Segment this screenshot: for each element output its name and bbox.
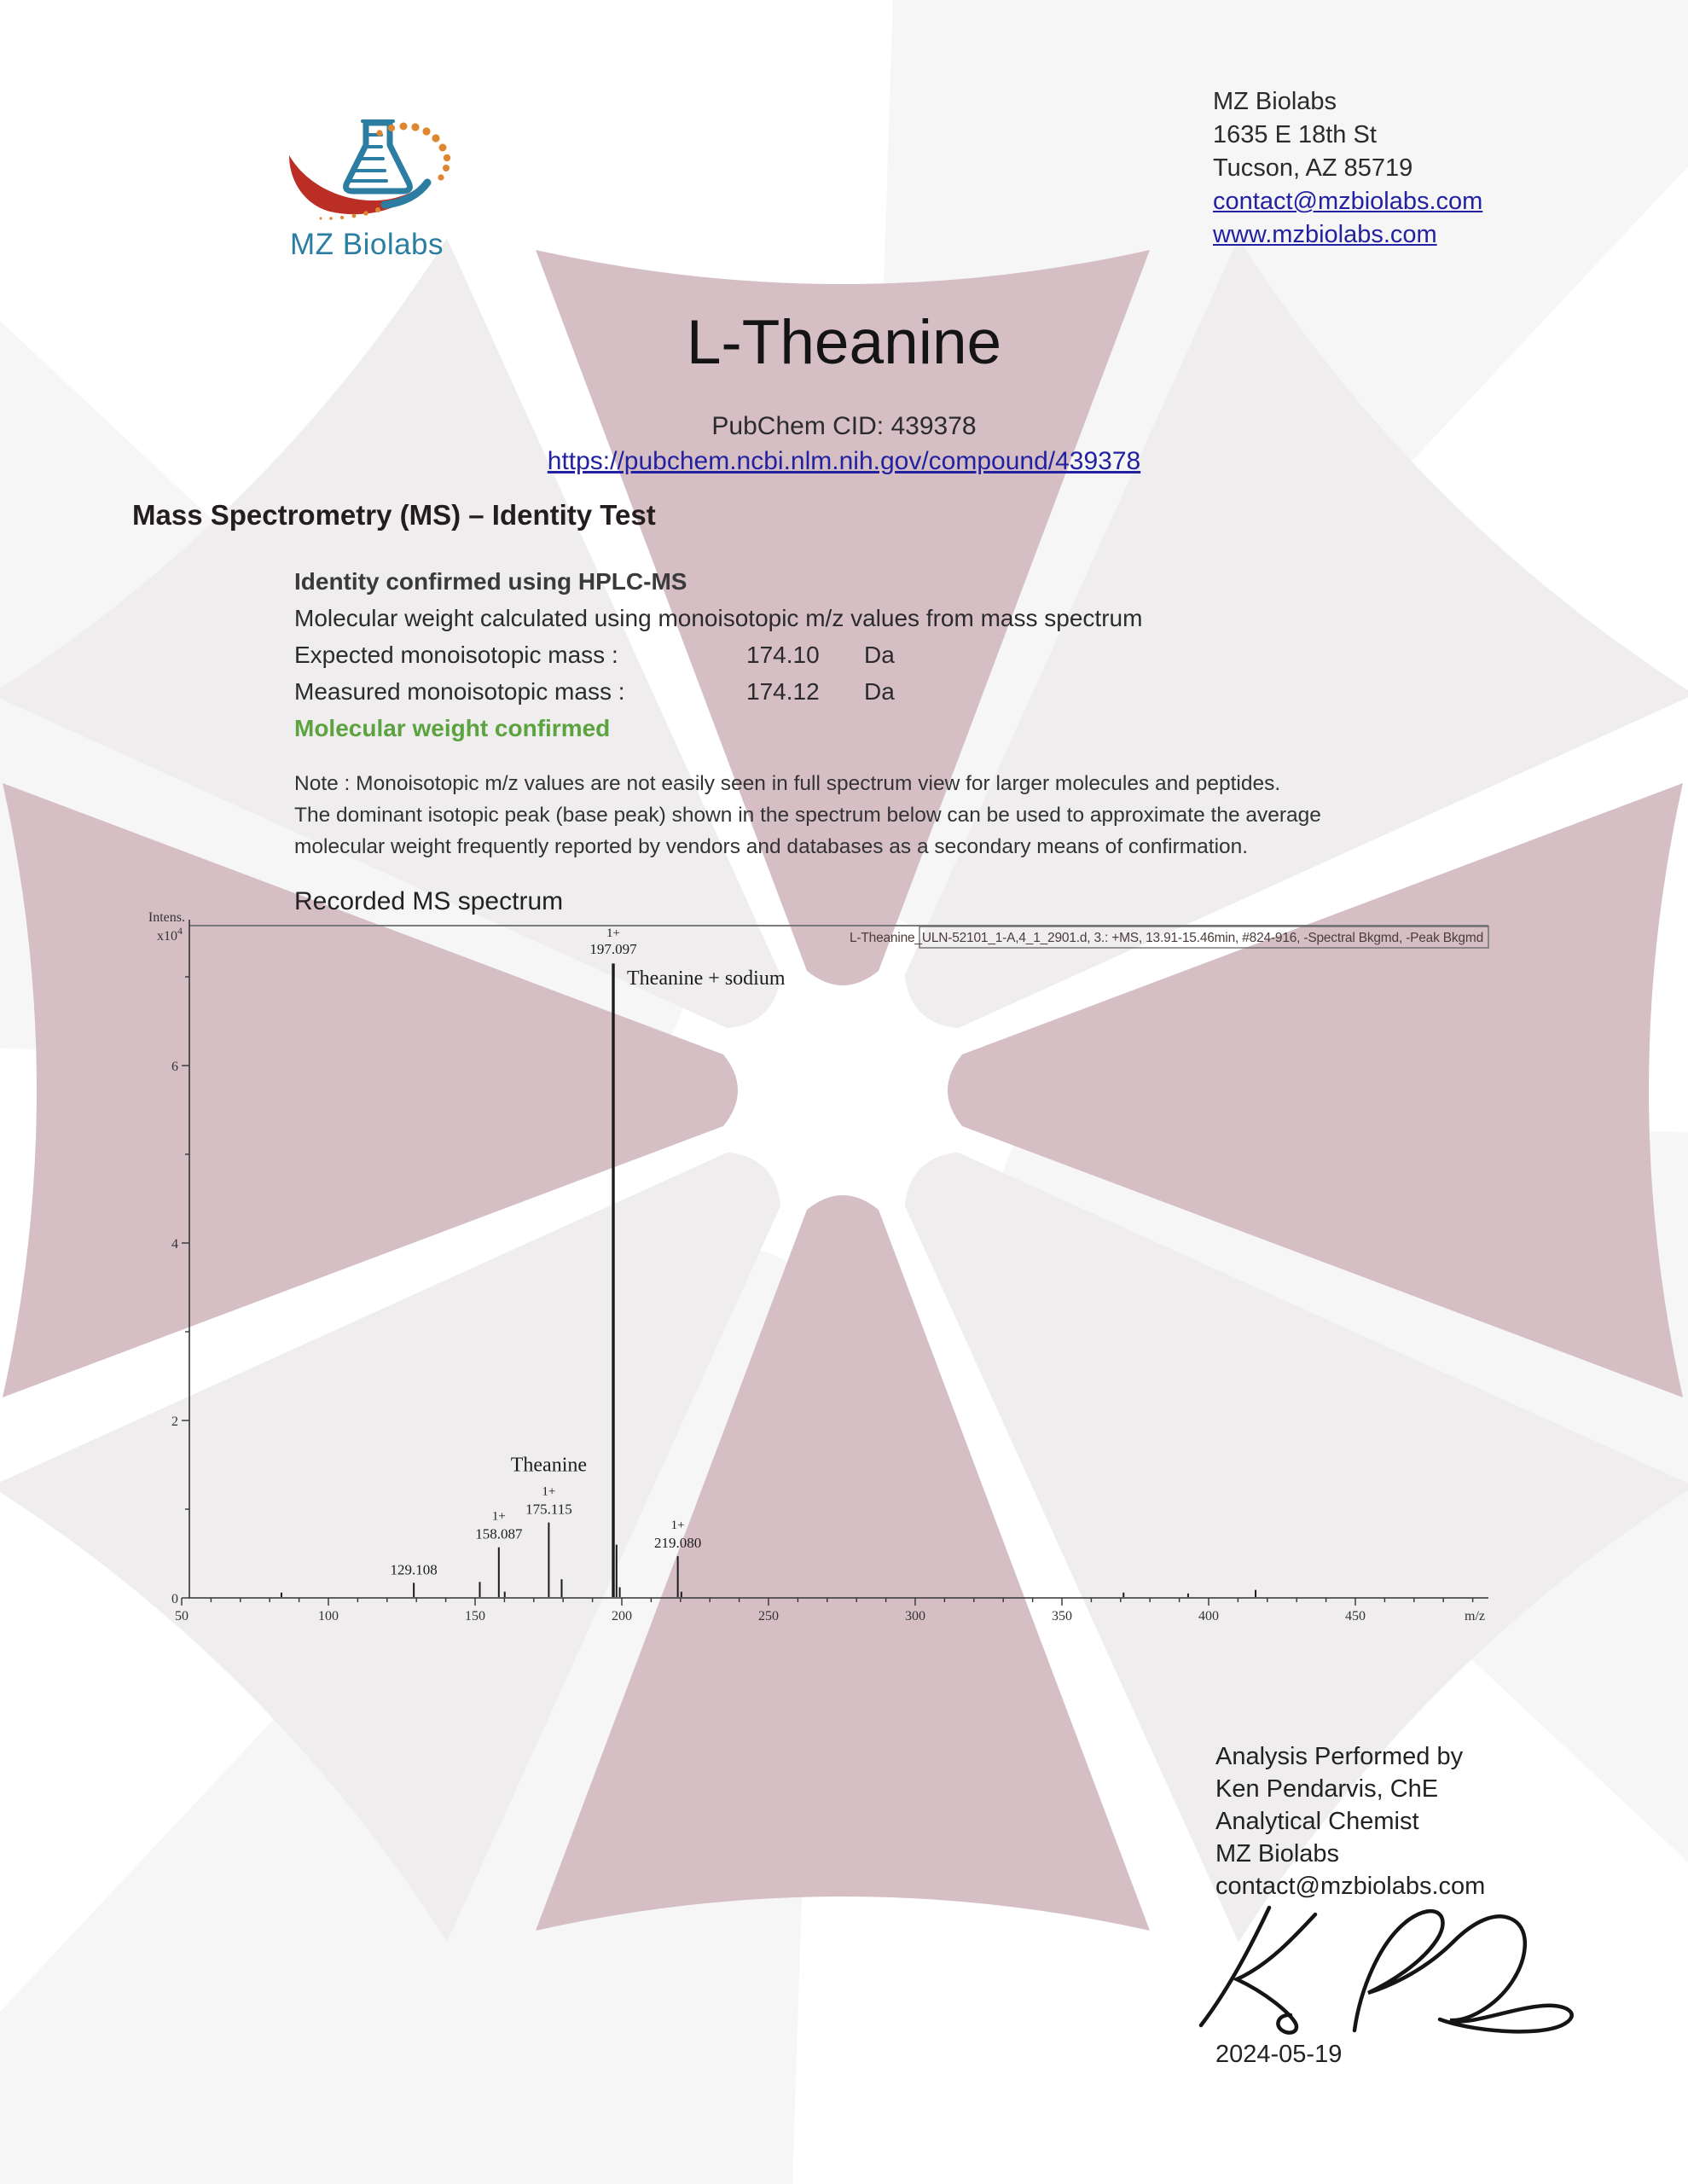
svg-text:400: 400	[1198, 1609, 1219, 1623]
section-heading: Mass Spectrometry (MS) – Identity Test	[132, 499, 656, 531]
svg-text:200: 200	[612, 1609, 632, 1623]
expected-mass-unit: Da	[864, 642, 895, 668]
logo-wordmark: MZ Biolabs	[289, 228, 444, 261]
svg-text:Theanine + sodium: Theanine + sodium	[627, 967, 786, 990]
svg-text:1+: 1+	[542, 1484, 556, 1499]
svg-text:Theanine: Theanine	[510, 1454, 588, 1477]
svg-text:2: 2	[171, 1414, 178, 1429]
svg-text:100: 100	[318, 1609, 339, 1623]
svg-text:450: 450	[1345, 1609, 1366, 1623]
letterhead-website-link[interactable]: www.mzbiolabs.com	[1213, 221, 1437, 248]
ms-spectrum-chart	[119, 896, 1544, 1629]
svg-text:L-Theanine_ULN-52101_1-A,4_1_2: L-Theanine_ULN-52101_1-A,4_1_2901.d, 3.: +MS, 13.91-15.46min, #824-916, -Spectral Bkgmd, -Peak Bkgmd	[850, 931, 1483, 945]
analyst-block	[1215, 1740, 1485, 1902]
analyst-name: Ken Pendarvis, ChE	[1215, 1775, 1439, 1803]
letterhead-company: MZ Biolabs	[1213, 88, 1337, 115]
svg-text:250: 250	[758, 1609, 779, 1623]
signature-image	[1187, 1892, 1597, 2037]
page-title: L-Theanine	[686, 308, 1002, 377]
expected-mass-label: Expected monoisotopic mass :	[294, 642, 618, 668]
svg-text:1+: 1+	[491, 1509, 506, 1524]
measured-mass-label: Measured monoisotopic mass :	[294, 678, 625, 705]
svg-text:m/z: m/z	[1465, 1609, 1485, 1623]
method-confirmed-line: Identity confirmed using HPLC-MS	[294, 568, 687, 595]
note-line-2: The dominant isotopic peak (base peak) shown in the spectrum below can be used to approximate the average	[294, 804, 1321, 827]
svg-text:1+: 1+	[606, 926, 620, 940]
svg-text:175.115: 175.115	[525, 1501, 572, 1518]
note-line-1: Note : Monoisotopic m/z values are not easily seen in full spectrum view for larger molecules and peptides.	[294, 772, 1281, 795]
spectrum-caption: Recorded MS spectrum	[294, 887, 564, 915]
svg-text:1+: 1+	[670, 1519, 685, 1533]
svg-text:4: 4	[171, 1237, 178, 1252]
pubchem-url	[0, 447, 1688, 476]
analyst-title: Analytical Chemist	[1215, 1808, 1419, 1835]
pubchem-cid: PubChem CID: 439378	[711, 412, 977, 440]
analyst-email: contact@mzbiolabs.com	[1215, 1873, 1486, 1900]
report-date: 2024-05-19	[1215, 2041, 1343, 2068]
svg-text:197.097: 197.097	[589, 941, 637, 957]
svg-text:Intens.: Intens.	[148, 910, 185, 925]
expected-mass-value: 174.10	[746, 642, 820, 668]
analyst-company: MZ Biolabs	[1215, 1840, 1340, 1867]
pubchem-link[interactable]: https://pubchem.ncbi.nlm.nih.gov/compound/439378	[547, 447, 1141, 475]
expected-mass-row	[294, 636, 1142, 673]
flask-orbit-icon	[277, 84, 456, 220]
note-line-3: molecular weight frequently reported by vendors and databases as a secondary means of confirmation.	[294, 835, 1249, 858]
method-detail-line: Molecular weight calculated using monoisotopic m/z values from mass spectrum	[294, 605, 1143, 631]
svg-text:129.108: 129.108	[390, 1561, 438, 1578]
measured-mass-row	[294, 673, 1142, 710]
letterhead-email-link[interactable]: contact@mzbiolabs.com	[1213, 188, 1483, 215]
measured-mass-unit: Da	[864, 678, 895, 705]
svg-text:x104: $x10^4$	[157, 925, 183, 944]
svg-text:50: 50	[175, 1609, 189, 1623]
letterhead	[1213, 85, 1482, 252]
svg-text:300: 300	[905, 1609, 925, 1623]
svg-text:6: 6	[171, 1060, 178, 1074]
note-block	[294, 768, 1321, 863]
svg-text:350: 350	[1052, 1609, 1072, 1623]
svg-text:0: 0	[171, 1592, 178, 1606]
measured-mass-value: 174.12	[746, 678, 820, 705]
letterhead-city: Tucson, AZ 85719	[1213, 154, 1413, 182]
conclusion-line: Molecular weight confirmed	[294, 715, 611, 741]
svg-text:158.087: 158.087	[475, 1525, 523, 1542]
letterhead-street: 1635 E 18th St	[1213, 121, 1377, 148]
results-block	[294, 563, 1142, 746]
svg-text:150: 150	[465, 1609, 485, 1623]
svg-text:219.080: 219.080	[654, 1535, 702, 1552]
company-logo	[277, 84, 456, 262]
analyst-line-1: Analysis Performed by	[1215, 1743, 1464, 1770]
